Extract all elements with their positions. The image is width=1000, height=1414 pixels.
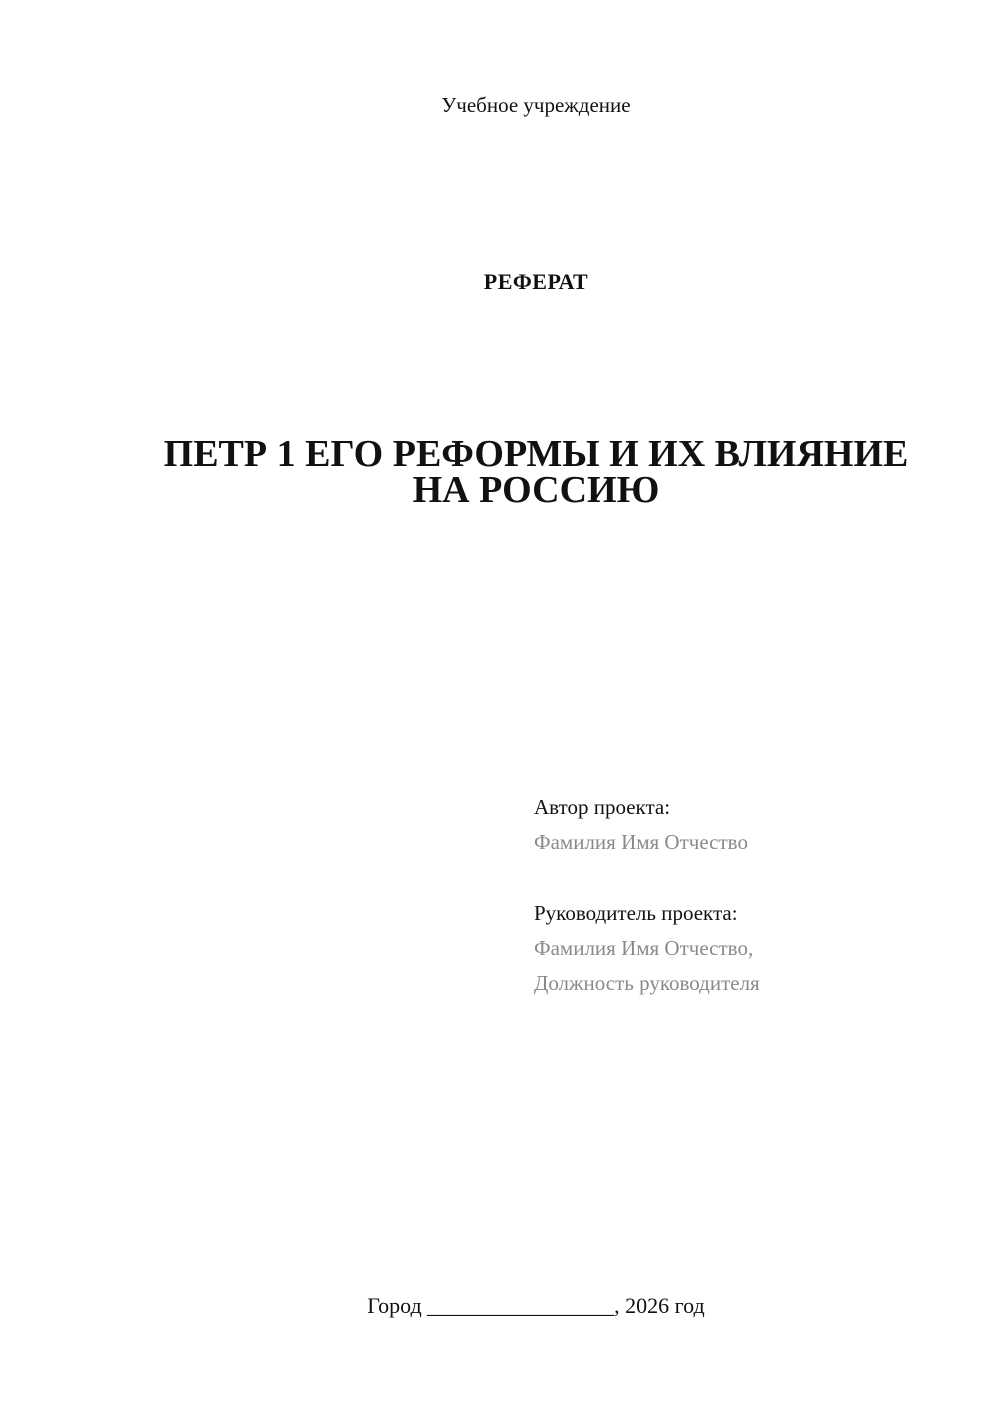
document-title-line-1: ПЕТР 1 ЕГО РЕФОРМЫ И ИХ ВЛИЯНИЕ: [163, 433, 909, 475]
supervisor-name: Фамилия Имя Отчество,: [534, 936, 754, 960]
project-info: [534, 790, 974, 1001]
city-year-line: Город _________________, 2026 год: [367, 1293, 705, 1318]
document-title-line-2: НА РОССИЮ: [412, 469, 660, 511]
document-type: РЕФЕРАТ: [483, 269, 589, 294]
author-name: Фамилия Имя Отчество: [534, 830, 748, 854]
supervisor-label: Руководитель проекта:: [534, 901, 738, 925]
document-title: [0, 433, 1000, 511]
supervisor-position: Должность руководителя: [534, 971, 760, 995]
author-label: Автор проекта:: [534, 795, 671, 819]
info-spacer: [534, 860, 974, 896]
institution-name: Учебное учреждение: [441, 93, 631, 117]
